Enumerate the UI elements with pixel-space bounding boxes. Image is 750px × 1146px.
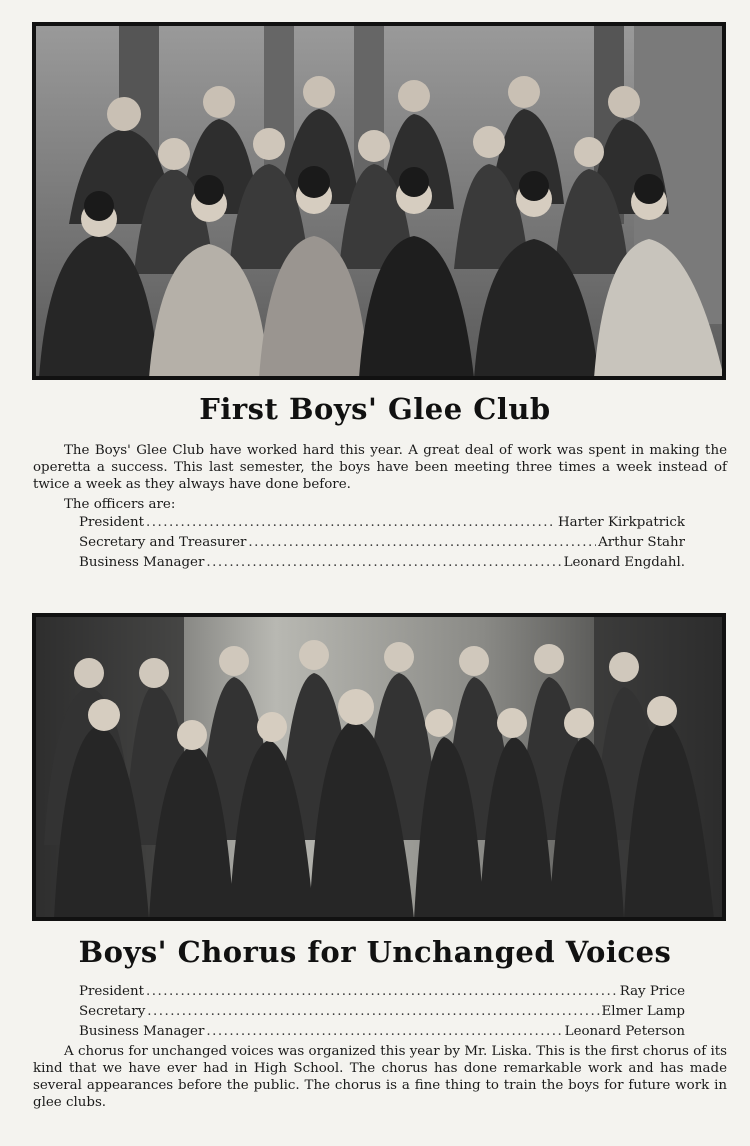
officer-name: Harter Kirkpatrick [557, 515, 685, 530]
leader-dots [146, 984, 618, 999]
officer-name: Leonard Peterson [564, 1024, 685, 1039]
leader-dots [206, 1024, 562, 1039]
officer-row [79, 555, 685, 575]
leader-dots [146, 515, 556, 530]
glee-club-photo-image [34, 24, 724, 378]
chorus-photo [32, 613, 726, 921]
officer-name: Elmer Lamp [601, 1004, 685, 1019]
officer-row [79, 1024, 685, 1044]
officer-row [79, 515, 685, 535]
chorus-photo-image [34, 615, 724, 919]
leader-dots [147, 1004, 599, 1019]
officer-role: President [79, 984, 144, 999]
glee-club-officers [79, 515, 685, 575]
chorus-officers [79, 984, 685, 1044]
officer-role: Secretary [79, 1004, 146, 1019]
officer-row [79, 535, 685, 555]
officers-label: The officers are: [64, 497, 176, 512]
chorus-title: Boys' Chorus for Unchanged Voices [78, 935, 672, 969]
glee-club-title: First Boys' Glee Club [199, 392, 551, 426]
officer-name: Arthur Stahr [598, 535, 685, 550]
officer-row [79, 1004, 685, 1024]
officer-role: Business Manager [79, 555, 205, 570]
glee-club-description: The Boys' Glee Club have worked hard this year. A great deal of work was spent in making the operetta a success. This last semester, the boys have been meeting three times a week instead of twice a week as they always have done before. [33, 443, 727, 492]
officer-role: Business Manager [79, 1024, 205, 1039]
leader-dots [248, 535, 596, 550]
officer-name: Leonard Engdahl. [563, 555, 685, 570]
officer-role: President [79, 515, 144, 530]
officer-name: Ray Price [619, 984, 685, 999]
officer-row [79, 984, 685, 1004]
glee-club-photo [32, 22, 726, 380]
leader-dots [206, 555, 561, 570]
officer-role: Secretary and Treasurer [79, 535, 247, 550]
chorus-description: A chorus for unchanged voices was organized this year by Mr. Liska. This is the first chorus of its kind that we have ever had in High School. The chorus has done remarkable work and has made several appearances before the public. The chorus is a fine thing to train the boys for future work in glee clubs. [33, 1044, 727, 1110]
